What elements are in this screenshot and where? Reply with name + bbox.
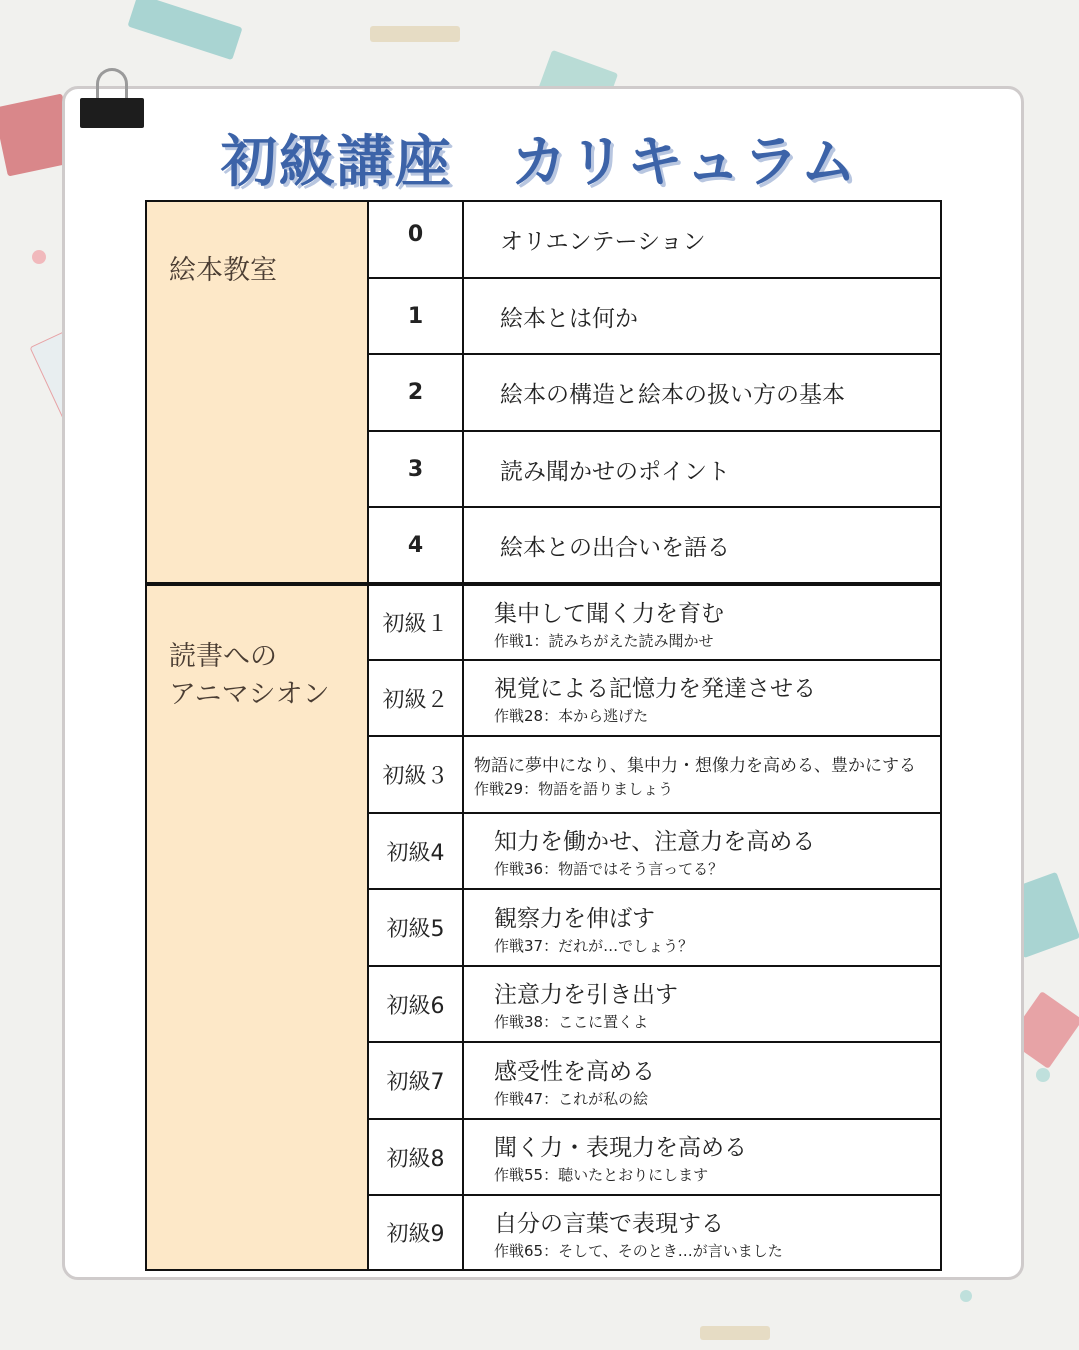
decorative-dot xyxy=(32,250,46,264)
curriculum-table xyxy=(145,200,942,1271)
decorative-book-icon xyxy=(370,26,460,42)
lesson-cell xyxy=(463,584,941,660)
lesson-strategy: 作戦28：本から逃げた xyxy=(494,707,649,725)
lesson-strategy: 作戦38：ここに置くよ xyxy=(494,1013,649,1031)
lesson-cell xyxy=(463,966,941,1042)
lesson-cell xyxy=(463,1042,941,1119)
table-row xyxy=(146,584,941,660)
lesson-title: 知力を働かせ、注意力を高める xyxy=(494,829,816,855)
group-label-line2: アニマシオン xyxy=(169,679,330,710)
lesson-number: 初級8 xyxy=(368,1119,463,1195)
lesson-title: 絵本との出合いを語る xyxy=(500,534,730,561)
lesson-title: 聞く力・表現力を高める xyxy=(494,1135,747,1161)
lesson-strategy: 作戦37：だれが…でしょう？ xyxy=(494,936,694,955)
lesson-cell xyxy=(463,431,941,507)
lesson-number: 初級２ xyxy=(368,660,463,736)
lesson-number: 初級３ xyxy=(368,736,463,813)
decorative-dot xyxy=(960,1290,972,1302)
lesson-number: 初級１ xyxy=(368,584,463,660)
lesson-number: 初級4 xyxy=(368,813,463,889)
decorative-dot xyxy=(1036,1068,1050,1082)
lesson-number: 0 xyxy=(368,201,463,278)
lesson-title: 物語に夢中になり、集中力・想像力を高める、豊かにする xyxy=(474,755,916,776)
group-label-line1: 読書への xyxy=(169,641,277,672)
lesson-number: 初級5 xyxy=(368,889,463,966)
lesson-cell xyxy=(463,278,941,354)
lesson-number: 初級9 xyxy=(368,1195,463,1270)
lesson-cell xyxy=(463,660,941,736)
lesson-cell xyxy=(463,813,941,889)
lesson-number: 1 xyxy=(368,278,463,354)
lesson-title: 視覚による記憶力を発達させる xyxy=(494,676,816,702)
lesson-number: 2 xyxy=(368,354,463,431)
lesson-title: 感受性を高める xyxy=(494,1058,655,1085)
lesson-strategy: 作戦36：物語ではそう言ってる？ xyxy=(494,860,724,878)
lesson-title: 絵本とは何か xyxy=(500,305,638,332)
lesson-strategy: 作戦1：読みちがえた読み聞かせ xyxy=(494,631,714,650)
lesson-title: 読み聞かせのポイント xyxy=(500,458,730,485)
lesson-cell xyxy=(463,201,941,278)
decorative-book-icon xyxy=(700,1326,770,1340)
group-cell-animacion xyxy=(146,584,368,1270)
lesson-number: 4 xyxy=(368,507,463,584)
lesson-title: オリエンテーション xyxy=(500,229,706,255)
group-cell-ehon xyxy=(146,201,368,584)
lesson-cell xyxy=(463,1195,941,1270)
lesson-cell xyxy=(463,354,941,431)
lesson-strategy: 作戦65：そして、そのとき…が言いました xyxy=(494,1241,783,1260)
lesson-cell xyxy=(463,507,941,584)
lesson-title: 集中して聞く力を育む xyxy=(494,600,724,627)
lesson-number: 初級7 xyxy=(368,1042,463,1119)
page-title: 初級講座 カリキュラム xyxy=(220,130,859,195)
decorative-book-icon xyxy=(127,0,242,60)
lesson-title: 自分の言葉で表現する xyxy=(494,1210,724,1237)
lesson-strategy: 作戦55：聴いたとおりにします xyxy=(494,1166,709,1184)
lesson-cell xyxy=(463,736,941,813)
table-row xyxy=(146,201,941,278)
lesson-strategy: 作戦47：これが私の絵 xyxy=(494,1089,649,1108)
lesson-title: 観察力を伸ばす xyxy=(494,905,655,932)
group-label: 絵本教室 xyxy=(169,255,277,286)
lesson-strategy: 作戦29：物語を語りましょう xyxy=(474,779,674,798)
lesson-number: 3 xyxy=(368,431,463,507)
lesson-cell xyxy=(463,1119,941,1195)
lesson-cell xyxy=(463,889,941,966)
lesson-title: 絵本の構造と絵本の扱い方の基本 xyxy=(500,382,845,408)
lesson-number: 初級6 xyxy=(368,966,463,1042)
lesson-title: 注意力を引き出す xyxy=(494,982,678,1008)
